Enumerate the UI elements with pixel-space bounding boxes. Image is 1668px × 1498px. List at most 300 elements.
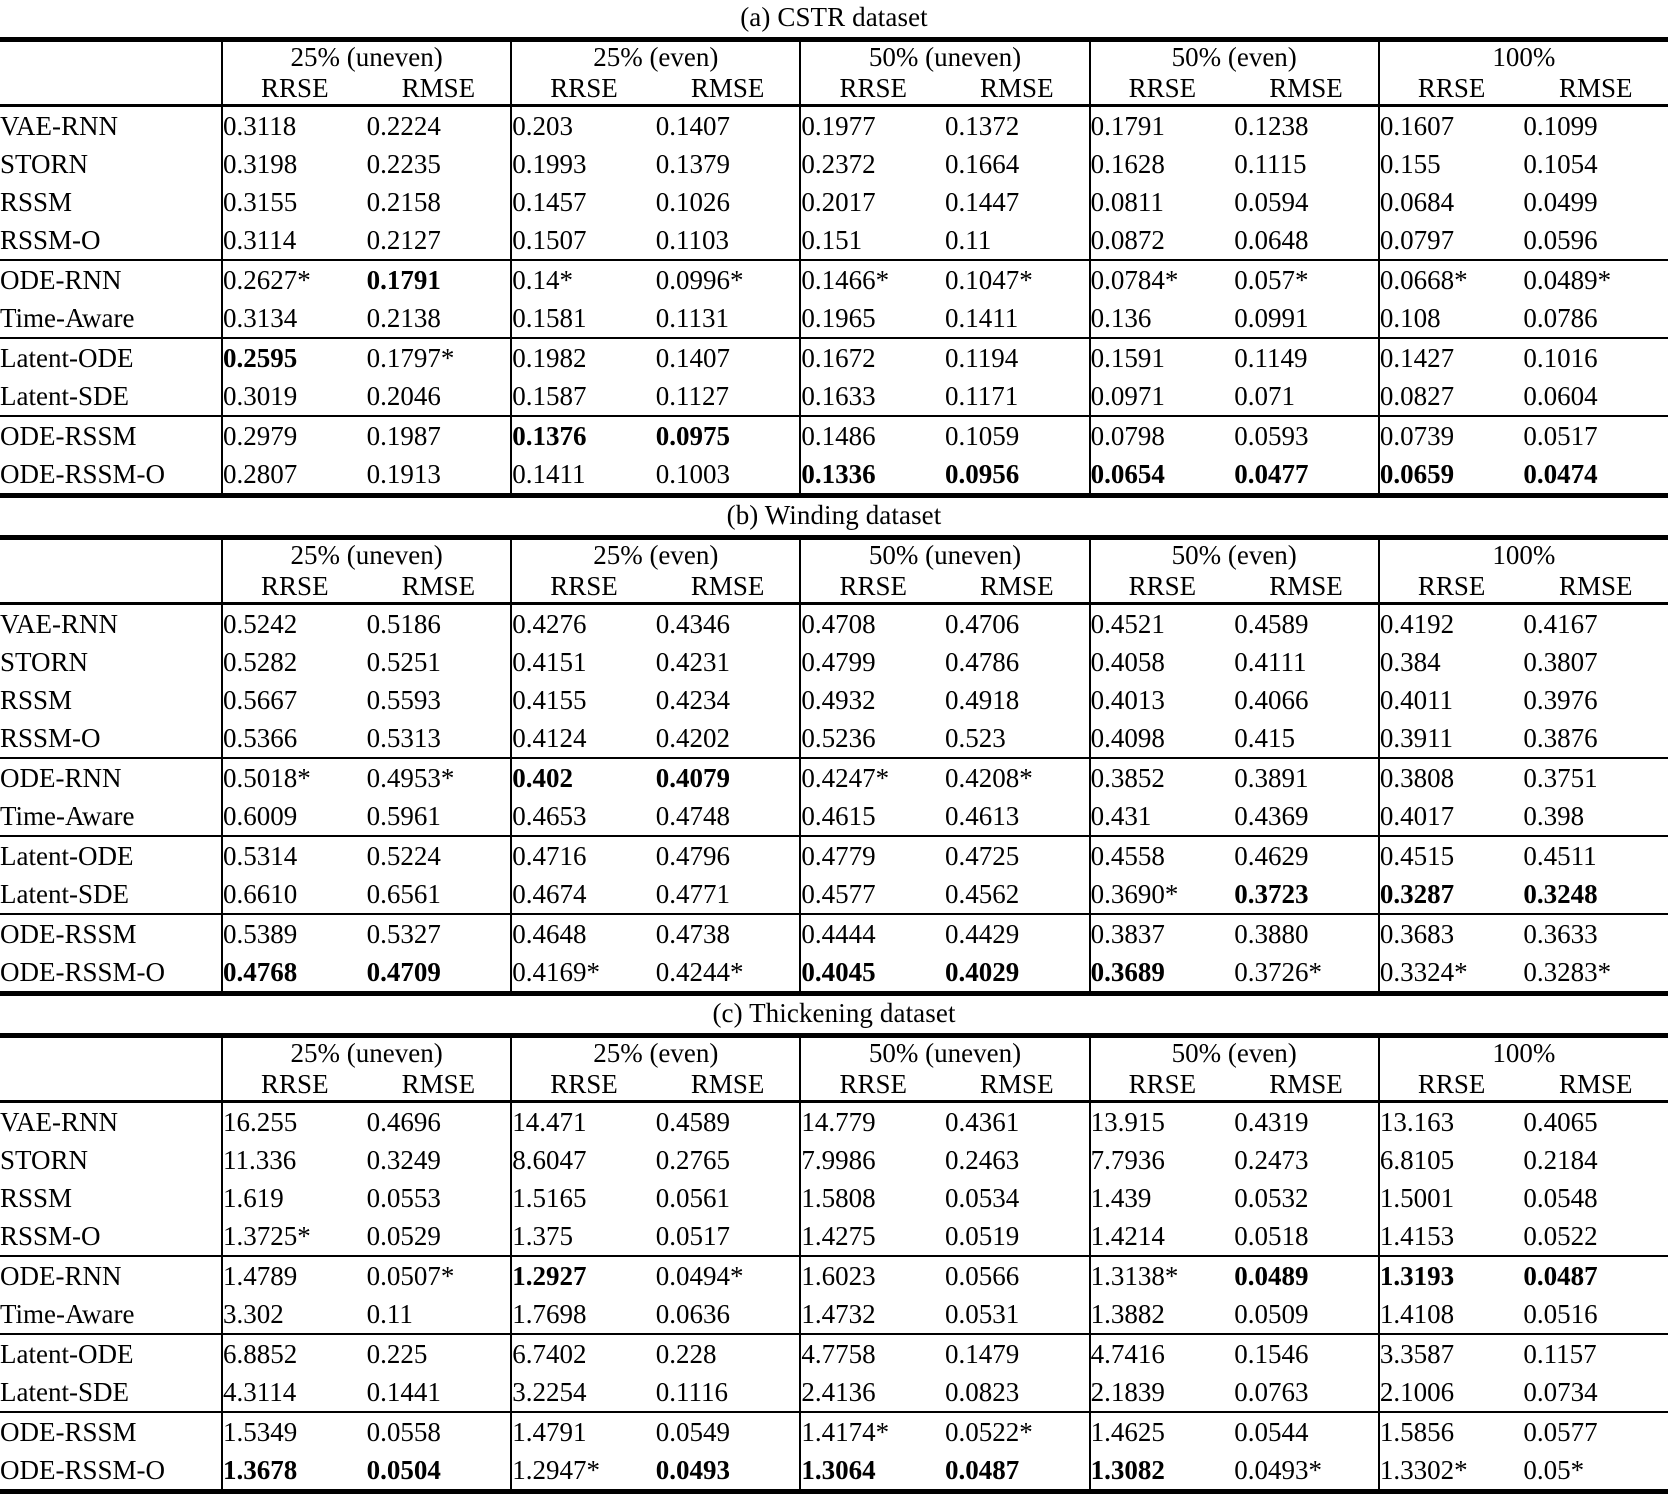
- metric-value-cell: 0.4696: [367, 1102, 512, 1142]
- metric-value-cell: 0.4918: [945, 685, 1020, 715]
- metric-value-cell: 6.8852: [222, 1334, 367, 1373]
- model-name-cell: RSSM: [0, 685, 73, 715]
- metric-value-cell: 4.3114: [222, 1373, 367, 1412]
- model-name-cell: ODE-RSSM: [0, 1412, 222, 1451]
- table-row: [0, 416, 1668, 455]
- metric-value-cell: 0.2158: [366, 187, 441, 217]
- metric-value-cell: 0.05*: [1523, 1451, 1668, 1492]
- metric-value-cell: 0.0532: [1234, 1183, 1309, 1213]
- metric-value-cell: 0.1099: [1523, 106, 1668, 146]
- metric-value-cell: 0.0996*: [656, 260, 801, 299]
- metric-value-cell: 1.4732: [800, 1295, 945, 1334]
- metric-value-cell: 0.4615: [800, 797, 945, 836]
- metric-value-cell: 0.1127: [655, 381, 730, 411]
- model-name-cell: RSSM: [0, 187, 73, 217]
- metric-value-cell: 0.6561: [366, 879, 441, 909]
- table-row: [0, 681, 1668, 719]
- table-row: [0, 875, 1668, 914]
- metric-value-cell: 0.0558: [367, 1412, 512, 1451]
- metric-value-cell: 7.7936: [1090, 1141, 1235, 1179]
- model-name-cell: ODE-RSSM: [0, 914, 222, 953]
- column-group-header: 50% (even): [1090, 1036, 1379, 1070]
- metric-value-cell: 1.4275: [800, 1217, 945, 1256]
- metric-value-cell: 0.1591: [1090, 338, 1235, 377]
- metric-value-cell: 1.5001: [1379, 1179, 1524, 1217]
- metric-value-cell: 0.5251: [366, 647, 441, 677]
- metric-value-cell: 0.2463: [945, 1145, 1020, 1175]
- metric-value-cell: 0.071: [1234, 381, 1295, 411]
- table-group-header-row: [0, 538, 1668, 572]
- metric-value-cell: 0.5366: [222, 719, 367, 758]
- metric-value-cell: 1.5165: [511, 1179, 656, 1217]
- metric-value-cell: 0.0553: [366, 1183, 441, 1213]
- metric-value-cell: 0.4648: [511, 914, 656, 953]
- metric-value-cell: 0.3118: [222, 106, 367, 146]
- metric-value-cell: 0.3249: [366, 1145, 441, 1175]
- table-row: [0, 1373, 1668, 1412]
- metric-value-cell: 0.0596: [1523, 225, 1598, 255]
- table-row: [0, 338, 1668, 377]
- metric-value-cell: 0.0659: [1379, 455, 1524, 496]
- table-caption: (a) CSTR dataset: [740, 2, 928, 32]
- model-name-cell: Latent-ODE: [0, 836, 222, 875]
- column-group-header: 50% (even): [1090, 40, 1379, 74]
- metric-value-cell: 0.0636: [655, 1299, 731, 1329]
- metric-value-cell: 0.4771: [655, 879, 731, 909]
- metric-value-cell: 0.3683: [1379, 914, 1524, 953]
- metric-header-rrse: RRSE: [222, 571, 367, 604]
- metric-value-cell: 0.4738: [656, 914, 801, 953]
- metric-value-cell: 4.7416: [1090, 1334, 1235, 1373]
- metric-value-cell: 1.439: [1090, 1179, 1235, 1217]
- metric-value-cell: 0.0604: [1523, 381, 1598, 411]
- metric-value-cell: 1.2947*: [511, 1451, 656, 1492]
- metric-value-cell: 0.4706: [945, 604, 1090, 644]
- metric-value-cell: 0.2046: [366, 381, 441, 411]
- table-row: [0, 299, 1668, 338]
- metric-value-cell: 0.1016: [1523, 338, 1668, 377]
- metric-value-cell: 0.3891: [1234, 758, 1379, 797]
- metric-value-cell: 0.0971: [1090, 377, 1235, 416]
- metric-value-cell: 0.4079: [656, 758, 801, 797]
- model-name-cell: RSSM-O: [0, 1221, 101, 1251]
- column-group-header: 50% (uneven): [800, 538, 1089, 572]
- metric-header-rmse: RMSE: [980, 571, 1054, 601]
- metric-value-cell: 0.0739: [1379, 416, 1524, 455]
- metric-value-cell: 0.0763: [1234, 1377, 1309, 1407]
- table-row: [0, 836, 1668, 875]
- metric-value-cell: 0.4361: [945, 1102, 1090, 1142]
- metric-value-cell: 0.4231: [655, 647, 731, 677]
- metric-value-cell: 0.4151: [511, 643, 656, 681]
- metric-value-cell: 11.336: [222, 1141, 367, 1179]
- metric-header-rrse: RRSE: [222, 73, 367, 106]
- metric-value-cell: 1.3678: [222, 1451, 367, 1492]
- metric-value-cell: 1.4789: [222, 1256, 367, 1295]
- metric-value-cell: 0.5018*: [222, 758, 367, 797]
- model-name-cell: ODE-RNN: [0, 260, 222, 299]
- metric-value-cell: 0.1664: [945, 149, 1020, 179]
- metric-value-cell: 1.5349: [222, 1412, 367, 1451]
- metric-value-cell: 0.5282: [222, 643, 367, 681]
- metric-value-cell: 0.11: [366, 1299, 413, 1329]
- metric-value-cell: 0.1479: [945, 1334, 1090, 1373]
- metric-value-cell: 0.4577: [800, 875, 945, 914]
- metric-value-cell: 0.155: [1379, 145, 1524, 183]
- metric-value-cell: 0.6009: [222, 797, 367, 836]
- metric-value-cell: 0.1628: [1090, 145, 1235, 183]
- metric-value-cell: 0.0534: [945, 1183, 1020, 1213]
- metric-value-cell: 0.431: [1090, 797, 1235, 836]
- metric-value-cell: 0.1587: [511, 377, 656, 416]
- metric-value-cell: 0.5236: [800, 719, 945, 758]
- metric-value-cell: 0.4124: [511, 719, 656, 758]
- model-name-cell: RSSM-O: [0, 225, 101, 255]
- metric-value-cell: 0.203: [511, 106, 656, 146]
- metric-header-rrse: RRSE: [800, 571, 945, 604]
- model-name-cell: Time-Aware: [0, 303, 135, 333]
- results-table: [0, 535, 1668, 996]
- metric-value-cell: 0.3690*: [1090, 875, 1235, 914]
- model-name-cell: STORN: [0, 149, 89, 179]
- metric-header-rrse: RRSE: [800, 1069, 945, 1102]
- model-name-cell: VAE-RNN: [0, 1102, 222, 1142]
- metric-value-cell: 0.415: [1234, 723, 1295, 753]
- metric-value-cell: 0.0519: [945, 1221, 1020, 1251]
- metric-value-cell: 0.523: [945, 723, 1006, 753]
- metric-value-cell: 0.3880: [1234, 914, 1379, 953]
- model-name-cell: ODE-RNN: [0, 1256, 222, 1295]
- metric-value-cell: 0.2765: [655, 1145, 731, 1175]
- metric-value-cell: 0.3019: [222, 377, 367, 416]
- metric-header-rrse: RRSE: [1379, 571, 1524, 604]
- table-row: [0, 260, 1668, 299]
- metric-value-cell: 2.1006: [1379, 1373, 1524, 1412]
- column-group-header: 25% (uneven): [222, 40, 511, 74]
- metric-value-cell: 0.1157: [1523, 1334, 1668, 1373]
- metric-value-cell: 0.0548: [1523, 1183, 1598, 1213]
- metric-value-cell: 0.5242: [222, 604, 367, 644]
- metric-value-cell: 0.5593: [366, 685, 441, 715]
- metric-value-cell: 0.2372: [800, 145, 945, 183]
- table-row: [0, 221, 1668, 260]
- model-name-cell: Latent-SDE: [0, 1377, 129, 1407]
- table-caption: (b) Winding dataset: [726, 500, 942, 530]
- column-group-header: 100%: [1379, 538, 1668, 572]
- metric-value-cell: 0.4953*: [367, 758, 512, 797]
- metric-value-cell: 1.375: [511, 1217, 656, 1256]
- table-group-header-row: [0, 40, 1668, 74]
- metric-value-cell: 0.1379: [655, 149, 731, 179]
- metric-value-cell: 1.3882: [1090, 1295, 1235, 1334]
- metric-value-cell: 0.398: [1523, 801, 1585, 831]
- metric-value-cell: 0.3837: [1090, 914, 1235, 953]
- metric-value-cell: 1.3193: [1379, 1256, 1524, 1295]
- metric-value-cell: 0.11: [945, 225, 992, 255]
- column-group-header: 100%: [1379, 1036, 1668, 1070]
- metric-value-cell: 0.4653: [511, 797, 656, 836]
- metric-value-cell: 0.0504: [367, 1451, 512, 1492]
- metric-value-cell: 0.0654: [1090, 455, 1235, 496]
- metric-value-cell: 0.4779: [800, 836, 945, 875]
- metric-value-cell: 0.0956: [945, 455, 1090, 496]
- metric-value-cell: 0.1003: [656, 455, 801, 496]
- metric-header-rmse: RMSE: [1269, 571, 1343, 601]
- metric-value-cell: 0.4796: [656, 836, 801, 875]
- results-table: [0, 1033, 1668, 1494]
- column-group-header: 25% (even): [511, 538, 800, 572]
- metric-header-rrse: RRSE: [1090, 1069, 1235, 1102]
- metric-value-cell: 0.4369: [1234, 801, 1309, 831]
- metric-value-cell: 0.3751: [1523, 758, 1668, 797]
- table-row: [0, 643, 1668, 681]
- model-name-cell: Time-Aware: [0, 1299, 135, 1329]
- metric-value-cell: 0.5224: [367, 836, 512, 875]
- metric-value-cell: 0.1407: [656, 338, 801, 377]
- model-name-cell: ODE-RSSM: [0, 416, 222, 455]
- metric-value-cell: 0.3807: [1523, 647, 1598, 677]
- metric-value-cell: 0.0507*: [367, 1256, 512, 1295]
- metric-value-cell: 0.136: [1090, 299, 1235, 338]
- table-metric-header-row: [0, 571, 1668, 604]
- metric-value-cell: 16.255: [222, 1102, 367, 1142]
- metric-value-cell: 0.1633: [800, 377, 945, 416]
- metric-header-rrse: RRSE: [511, 73, 656, 106]
- model-name-cell: ODE-RSSM-O: [0, 953, 222, 994]
- metric-header-rmse: RMSE: [1558, 1069, 1633, 1099]
- model-name-cell: ODE-RSSM-O: [0, 1451, 222, 1492]
- metric-value-cell: 0.3689: [1090, 953, 1235, 994]
- metric-value-cell: 0.0823: [945, 1377, 1020, 1407]
- metric-header-rmse: RMSE: [401, 571, 476, 601]
- metric-value-cell: 0.4045: [800, 953, 945, 994]
- table-row: [0, 377, 1668, 416]
- metric-value-cell: 0.1411: [511, 455, 656, 496]
- metric-value-cell: 1.4108: [1379, 1295, 1524, 1334]
- metric-value-cell: 0.0477: [1234, 455, 1379, 496]
- metric-value-cell: 0.4716: [511, 836, 656, 875]
- metric-value-cell: 0.0668*: [1379, 260, 1524, 299]
- metric-value-cell: 0.0549: [656, 1412, 801, 1451]
- metric-value-cell: 0.0991: [1234, 303, 1309, 333]
- metric-value-cell: 0.3287: [1379, 875, 1524, 914]
- metric-header-rmse: RMSE: [1269, 1069, 1343, 1099]
- metric-value-cell: 0.4017: [1379, 797, 1524, 836]
- table-row: [0, 1179, 1668, 1217]
- model-name-cell: STORN: [0, 647, 89, 677]
- table-row: [0, 1217, 1668, 1256]
- metric-value-cell: 1.4174*: [800, 1412, 945, 1451]
- metric-value-cell: 0.1507: [511, 221, 656, 260]
- metric-value-cell: 0.2138: [366, 303, 441, 333]
- metric-value-cell: 0.0518: [1234, 1221, 1309, 1251]
- metric-value-cell: 0.0529: [366, 1221, 441, 1251]
- metric-header-rmse: RMSE: [690, 73, 765, 103]
- metric-value-cell: 0.1116: [655, 1377, 729, 1407]
- metric-value-cell: 0.2807: [222, 455, 367, 496]
- row-header-blank: [0, 1036, 222, 1070]
- metric-value-cell: 0.3633: [1523, 914, 1668, 953]
- model-name-cell: Latent-SDE: [0, 879, 129, 909]
- metric-value-cell: 0.1913: [367, 455, 512, 496]
- metric-value-cell: 0.3324*: [1379, 953, 1524, 994]
- metric-value-cell: 1.7698: [511, 1295, 656, 1334]
- metric-header-blank: [0, 73, 222, 106]
- metric-value-cell: 0.4799: [800, 643, 945, 681]
- metric-value-cell: 0.1427: [1379, 338, 1524, 377]
- metric-value-cell: 0.0684: [1379, 183, 1524, 221]
- table-row: [0, 1141, 1668, 1179]
- metric-header-rmse: RMSE: [1269, 73, 1343, 103]
- metric-value-cell: 0.0975: [656, 416, 801, 455]
- metric-value-cell: 0.4276: [511, 604, 656, 644]
- metric-value-cell: 0.1607: [1379, 106, 1524, 146]
- metric-value-cell: 0.4111: [1234, 647, 1307, 677]
- metric-header-rmse: RMSE: [1558, 73, 1633, 103]
- table-metric-header-row: [0, 73, 1668, 106]
- metric-value-cell: 0.5186: [367, 604, 512, 644]
- metric-value-cell: 0.225: [367, 1334, 512, 1373]
- metric-value-cell: 0.4202: [655, 723, 731, 753]
- metric-value-cell: 0.4674: [511, 875, 656, 914]
- metric-value-cell: 0.4058: [1090, 643, 1235, 681]
- metric-value-cell: 0.2979: [222, 416, 367, 455]
- metric-value-cell: 0.0734: [1523, 1377, 1598, 1407]
- metric-value-cell: 0.0784*: [1090, 260, 1235, 299]
- table-metric-header-row: [0, 1069, 1668, 1102]
- metric-value-cell: 0.4589: [656, 1102, 801, 1142]
- metric-value-cell: 0.4013: [1090, 681, 1235, 719]
- metric-value-cell: 0.4169*: [511, 953, 656, 994]
- metric-header-rmse: RMSE: [401, 1069, 476, 1099]
- metric-value-cell: 7.9986: [800, 1141, 945, 1179]
- metric-value-cell: 3.3587: [1379, 1334, 1524, 1373]
- metric-value-cell: 0.1987: [367, 416, 512, 455]
- metric-header-blank: [0, 571, 222, 604]
- metric-value-cell: 0.0517: [655, 1221, 731, 1251]
- metric-value-cell: 0.0798: [1090, 416, 1235, 455]
- metric-value-cell: 1.3064: [800, 1451, 945, 1492]
- metric-value-cell: 0.4709: [367, 953, 512, 994]
- table-row: [0, 1102, 1668, 1142]
- metric-value-cell: 0.3248: [1523, 879, 1598, 909]
- metric-header-blank: [0, 1069, 222, 1102]
- metric-value-cell: 8.6047: [511, 1141, 656, 1179]
- metric-value-cell: 0.1194: [945, 338, 1090, 377]
- model-name-cell: VAE-RNN: [0, 106, 222, 146]
- metric-value-cell: 0.3155: [222, 183, 367, 221]
- metric-value-cell: 0.3723: [1234, 879, 1309, 909]
- table-row: [0, 106, 1668, 146]
- metric-value-cell: 0.0827: [1379, 377, 1524, 416]
- metric-value-cell: 0.1441: [366, 1377, 441, 1407]
- model-name-cell: VAE-RNN: [0, 604, 222, 644]
- metric-value-cell: 2.4136: [800, 1373, 945, 1412]
- metric-value-cell: 0.4748: [655, 801, 731, 831]
- metric-header-rmse: RMSE: [401, 73, 476, 103]
- metric-value-cell: 0.108: [1379, 299, 1524, 338]
- metric-value-cell: 0.1103: [655, 225, 730, 255]
- metric-value-cell: 0.3911: [1379, 719, 1524, 758]
- metric-value-cell: 0.057*: [1234, 260, 1379, 299]
- metric-value-cell: 0.1797*: [367, 338, 512, 377]
- metric-value-cell: 0.1131: [655, 303, 730, 333]
- metric-value-cell: 0.4098: [1090, 719, 1235, 758]
- column-group-header: 50% (uneven): [800, 1036, 1089, 1070]
- metric-header-rmse: RMSE: [690, 1069, 765, 1099]
- metric-value-cell: 0.0544: [1234, 1412, 1379, 1451]
- metric-value-cell: 14.471: [511, 1102, 656, 1142]
- metric-value-cell: 1.2927: [511, 1256, 656, 1295]
- metric-value-cell: 0.0561: [655, 1183, 731, 1213]
- metric-header-rmse: RMSE: [980, 73, 1054, 103]
- metric-value-cell: 6.8105: [1379, 1141, 1524, 1179]
- metric-value-cell: 0.6610: [222, 875, 367, 914]
- metric-value-cell: 0.1581: [511, 299, 656, 338]
- metric-value-cell: 0.1486: [800, 416, 945, 455]
- table-row: [0, 914, 1668, 953]
- metric-value-cell: 0.0577: [1523, 1412, 1668, 1451]
- metric-value-cell: 0.1546: [1234, 1334, 1379, 1373]
- metric-header-rrse: RRSE: [1379, 73, 1524, 106]
- metric-value-cell: 0.0786: [1523, 303, 1598, 333]
- metric-value-cell: 0.0487: [1523, 1256, 1668, 1295]
- metric-value-cell: 0.4768: [222, 953, 367, 994]
- metric-value-cell: 0.2184: [1523, 1145, 1598, 1175]
- table-row: [0, 145, 1668, 183]
- table-row: [0, 758, 1668, 797]
- metric-value-cell: 0.4029: [945, 953, 1090, 994]
- metric-value-cell: 1.3725*: [222, 1217, 367, 1256]
- metric-value-cell: 0.3114: [222, 221, 367, 260]
- metric-header-rrse: RRSE: [1090, 73, 1235, 106]
- metric-value-cell: 0.1372: [945, 106, 1090, 146]
- metric-value-cell: 0.5389: [222, 914, 367, 953]
- metric-value-cell: 0.1791: [367, 260, 512, 299]
- model-name-cell: ODE-RSSM-O: [0, 455, 222, 496]
- metric-value-cell: 0.0872: [1090, 221, 1235, 260]
- metric-value-cell: 0.0474: [1523, 455, 1668, 496]
- metric-value-cell: 0.2595: [222, 338, 367, 377]
- model-name-cell: Latent-ODE: [0, 338, 222, 377]
- metric-value-cell: 0.402: [511, 758, 656, 797]
- metric-value-cell: 1.3302*: [1379, 1451, 1524, 1492]
- metric-value-cell: 0.1047*: [945, 260, 1090, 299]
- metric-value-cell: 0.151: [800, 221, 945, 260]
- metric-value-cell: 0.1977: [800, 106, 945, 146]
- model-name-cell: Latent-SDE: [0, 381, 129, 411]
- metric-value-cell: 0.4613: [945, 801, 1020, 831]
- metric-value-cell: 0.1993: [511, 145, 656, 183]
- metric-value-cell: 0.0487: [945, 1451, 1090, 1492]
- table-row: [0, 719, 1668, 758]
- metric-value-cell: 0.4444: [800, 914, 945, 953]
- metric-value-cell: 0.3876: [1523, 723, 1598, 753]
- metric-value-cell: 0.3134: [222, 299, 367, 338]
- metric-value-cell: 0.384: [1379, 643, 1524, 681]
- table-caption: (c) Thickening dataset: [712, 998, 956, 1028]
- metric-value-cell: 1.4791: [511, 1412, 656, 1451]
- metric-value-cell: 0.1457: [511, 183, 656, 221]
- metric-value-cell: 14.779: [800, 1102, 945, 1142]
- metric-value-cell: 13.163: [1379, 1102, 1524, 1142]
- metric-value-cell: 0.1336: [800, 455, 945, 496]
- metric-value-cell: 0.3852: [1090, 758, 1235, 797]
- metric-value-cell: 0.4319: [1234, 1102, 1379, 1142]
- table-row: [0, 1295, 1668, 1334]
- column-group-header: 25% (uneven): [222, 538, 511, 572]
- metric-value-cell: 0.2235: [366, 149, 441, 179]
